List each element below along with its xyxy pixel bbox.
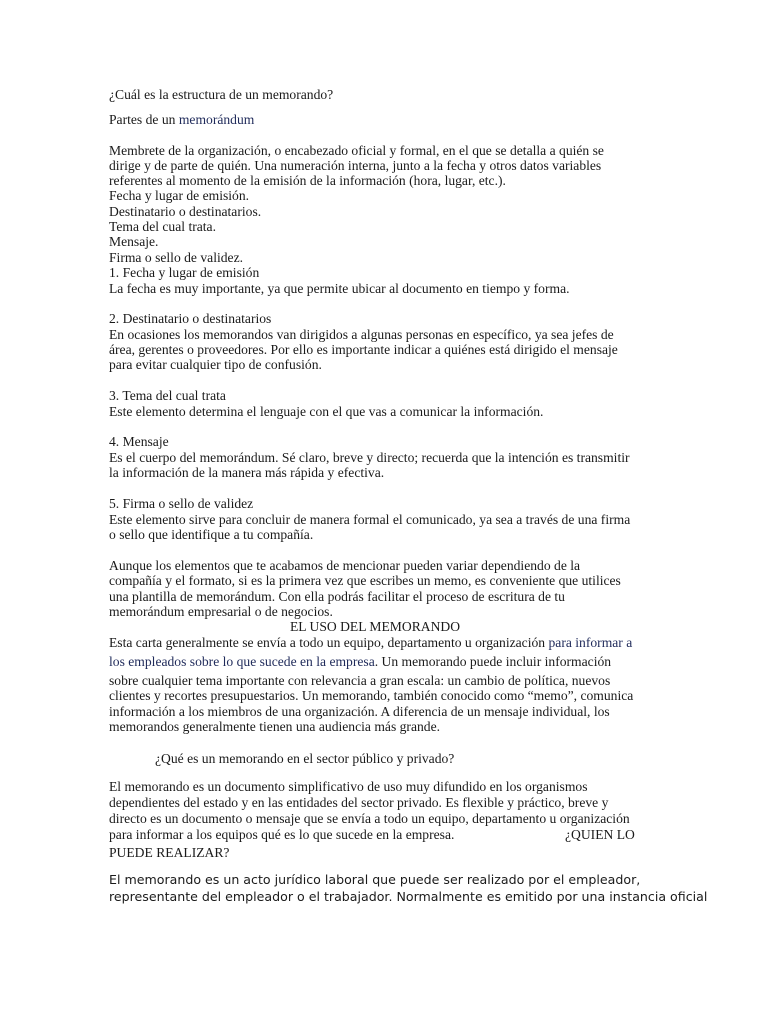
list-item: Fecha y lugar de emisión. bbox=[109, 188, 250, 203]
section-text: la información de la manera más rápida y efectiva. bbox=[109, 465, 385, 480]
uso-text: Esta carta generalmente se envía a todo un equipo, departamento u organización bbox=[109, 635, 549, 650]
parts-prefix: Partes de un bbox=[109, 112, 179, 127]
list-item: Destinatario o destinatarios. bbox=[109, 204, 262, 219]
closing-line: compañía y el formato, si es la primera vez que escribes un memo, es conveniente que utilices bbox=[109, 573, 621, 588]
question-structure: ¿Cuál es la estructura de un memorando? bbox=[109, 87, 334, 102]
uso-line: memorandos generalmente tienen una audiencia más grande. bbox=[109, 719, 441, 734]
parts-heading bbox=[109, 112, 254, 127]
question-sector: ¿Qué es un memorando en el sector público y privado? bbox=[155, 751, 455, 766]
uso-line: información a los miembros de una organización. A diferencia de un mensaje individual, los bbox=[109, 704, 610, 719]
section-text: La fecha es muy importante, ya que permite ubicar al documento en tiempo y forma. bbox=[109, 281, 570, 296]
section-heading: 2. Destinatario o destinatarios bbox=[109, 311, 272, 326]
quien-heading-cont: PUEDE REALIZAR? bbox=[109, 845, 230, 860]
uso-line: sobre cualquier tema importante con relevancia a gran escala: un cambio de política, nuevos bbox=[109, 673, 611, 688]
uso-line: clientes y recortes presupuestarios. Un memorando, también conocido como “memo”, comunica bbox=[109, 688, 634, 703]
section-text: o sello que identifique a tu compañía. bbox=[109, 527, 314, 542]
uso-line bbox=[109, 635, 632, 650]
quien-heading: ¿QUIEN LO bbox=[565, 827, 635, 842]
intro-line: referentes al momento de la emisión de la información (hora, lugar, etc.). bbox=[109, 173, 506, 188]
closing-line: Aunque los elementos que te acabamos de mencionar pueden variar dependiendo de la bbox=[109, 558, 581, 573]
list-item: Mensaje. bbox=[109, 234, 159, 249]
section-text: área, gerentes o proveedores. Por ello es importante indicar a quiénes está dirigido el mensaje bbox=[109, 342, 618, 357]
sector-line: dependientes del estado y en las entidades del sector privado. Es flexible y práctico, breve y bbox=[109, 795, 609, 810]
closing-line: una plantilla de memorándum. Con ella podrás facilitar el proceso de escritura de tu bbox=[109, 589, 565, 604]
final-line: El memorando es un acto jurídico laboral que puede ser realizado por el empleador, bbox=[109, 872, 641, 887]
sector-line: El memorando es un documento simplificativo de uso muy difundido en los organismos bbox=[109, 779, 588, 794]
memorandum-link[interactable]: memorándum bbox=[178, 112, 255, 127]
section-text: Este elemento determina el lenguaje con el que vas a comunicar la información. bbox=[109, 404, 544, 419]
sector-line: para informar a los equipos qué es lo que sucede en la empresa. bbox=[109, 827, 455, 842]
section-heading: 3. Tema del cual trata bbox=[109, 388, 226, 403]
uso-text: . Un memorando puede incluir información bbox=[374, 654, 612, 669]
closing-line: memorándum empresarial o de negocios. bbox=[109, 604, 333, 619]
section-heading: 4. Mensaje bbox=[109, 434, 169, 449]
section-text: Este elemento sirve para concluir de manera formal el comunicado, ya sea a través de una firma bbox=[109, 512, 631, 527]
list-item: Firma o sello de validez. bbox=[109, 250, 244, 265]
section-heading: 1. Fecha y lugar de emisión bbox=[109, 265, 260, 280]
sector-line: directo es un documento o mensaje que se envía a todo un equipo, departamento u organización bbox=[109, 811, 630, 826]
uso-line bbox=[109, 654, 611, 669]
intro-line: dirige y de parte de quién. Una numeración interna, junto a la fecha y otros datos variables bbox=[109, 158, 602, 173]
section-text: para evitar cualquier tipo de confusión. bbox=[109, 357, 322, 372]
uso-highlight: los empleados sobre lo que sucede en la empresa bbox=[109, 654, 375, 669]
section-text: Es el cuerpo del memorándum. Sé claro, breve y directo; recuerda que la intención es transmitir bbox=[109, 450, 630, 465]
intro-line: Membrete de la organización, o encabezado oficial y formal, en el que se detalla a quién se bbox=[109, 143, 604, 158]
list-item: Tema del cual trata. bbox=[109, 219, 216, 234]
section-text: En ocasiones los memorandos van dirigidos a algunas personas en específico, ya sea jefes de bbox=[109, 327, 614, 342]
section-heading: 5. Firma o sello de validez bbox=[109, 496, 254, 511]
uso-title: EL USO DEL MEMORANDO bbox=[290, 619, 461, 634]
uso-highlight: para informar a bbox=[548, 635, 633, 650]
final-line: representante del empleador o el trabajador. Normalmente es emitido por una instancia oficial bbox=[109, 889, 708, 904]
